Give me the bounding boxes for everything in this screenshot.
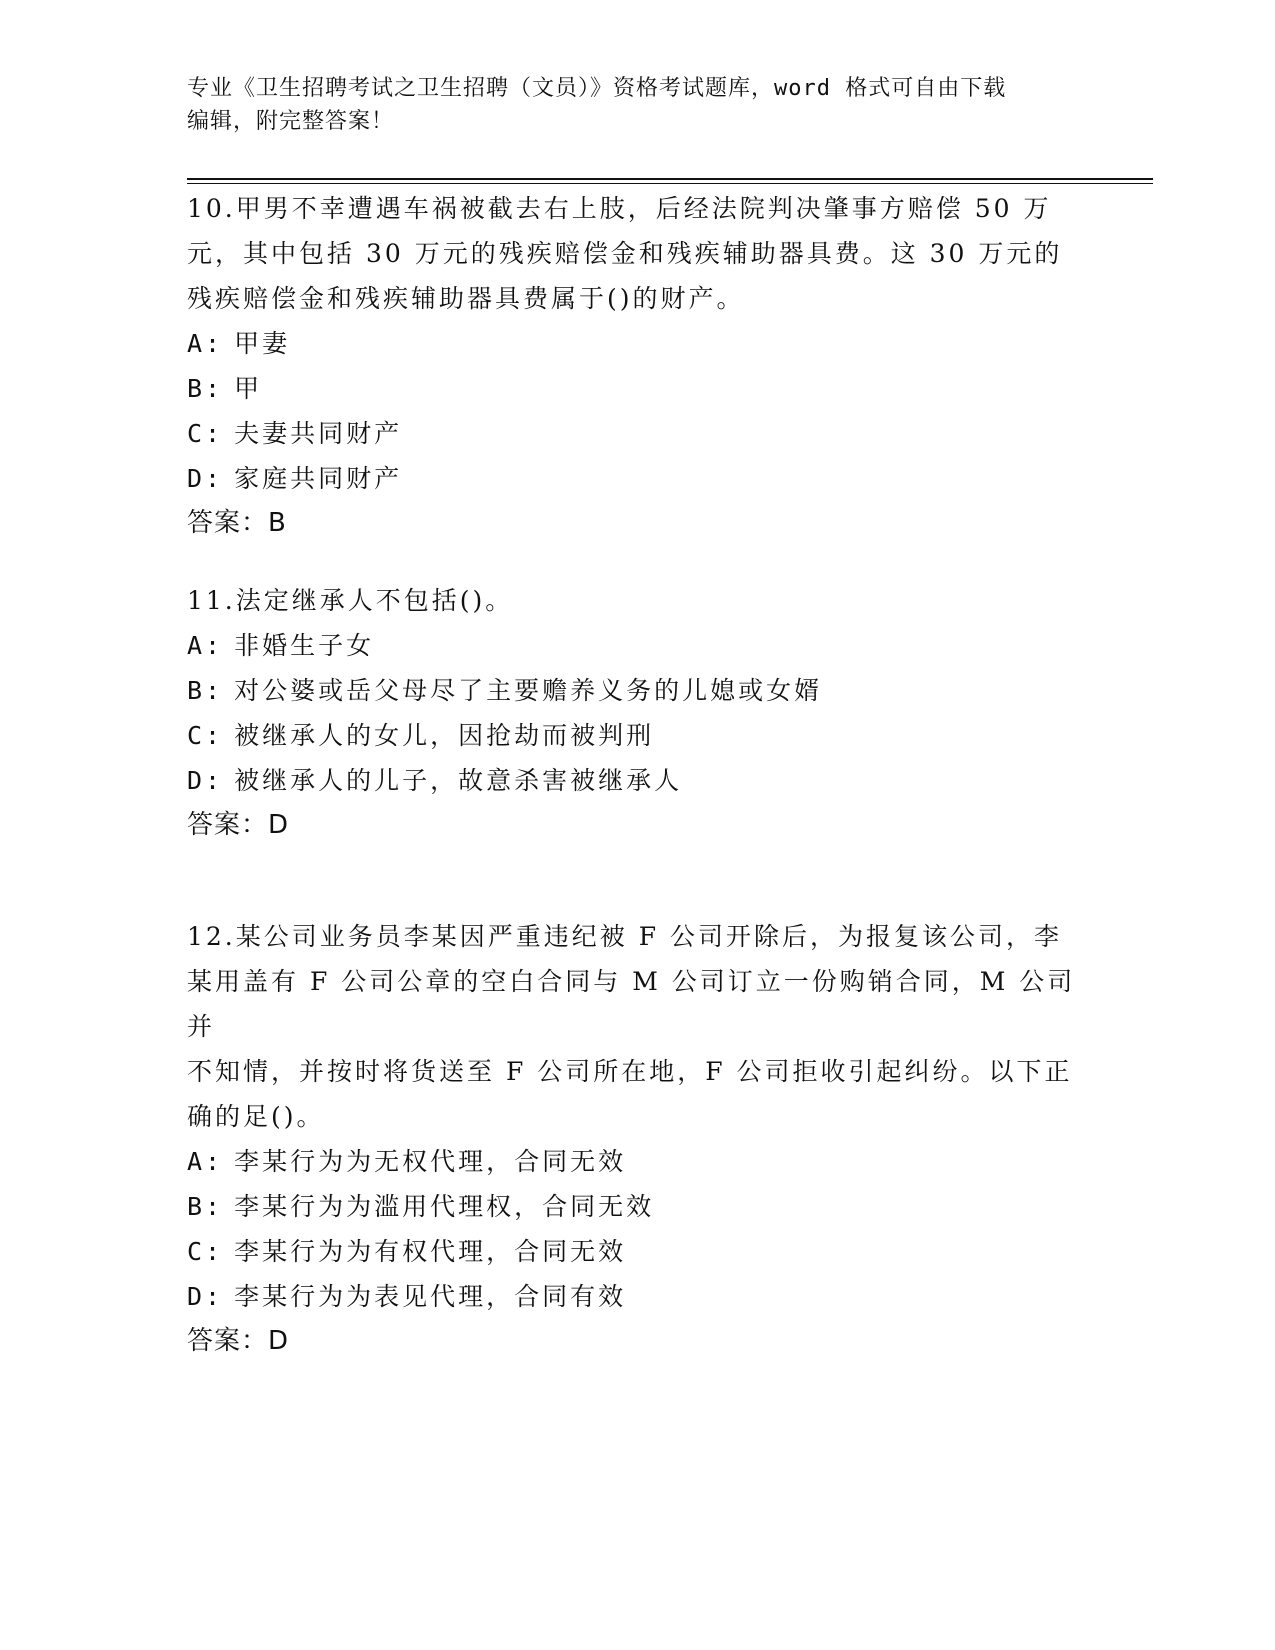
option-key: D: <box>187 766 224 795</box>
option-key: A: <box>187 329 224 358</box>
question-stem-line: 12.某公司业务员李某因严重违纪被 F 公司开除后，为报复该公司，李 <box>187 922 1063 951</box>
header-divider-thick <box>187 178 1153 180</box>
header-line-1: 专业《卫生招聘考试之卫生招聘（文员）》资格考试题库，word 格式可自由下载 <box>187 76 1007 101</box>
option-key: B: <box>187 374 224 403</box>
answer-line: 答案：D <box>187 810 290 840</box>
answer-line: 答案：D <box>187 1326 290 1356</box>
option-text: 被继承人的女儿，因抢劫而被判刑 <box>234 721 655 750</box>
question-stem-line: 某用盖有 F 公司公章的空白合同与 M 公司订立一份购销合同，M 公司并 <box>187 967 1076 1041</box>
option-text: 对公婆或岳父母尽了主要赡养义务的儿媳或女婿 <box>234 676 823 705</box>
option-b <box>187 1184 1087 1229</box>
option-text: 夫妻共同财产 <box>234 419 403 448</box>
question-stem-line: 残疾赔偿金和残疾辅助器具费属于()的财产。 <box>187 284 745 313</box>
option-a <box>187 623 1087 668</box>
option-c <box>187 1229 1087 1274</box>
option-d <box>187 758 1087 803</box>
option-key: B: <box>187 1192 224 1221</box>
option-text: 李某行为为有权代理，合同无效 <box>234 1237 627 1266</box>
question-stem-line: 10.甲男不幸遭遇车祸被截去右上肢，后经法院判决肇事方赔偿 50 万 <box>187 194 1052 223</box>
option-text: 李某行为为滥用代理权，合同无效 <box>234 1192 655 1221</box>
option-d <box>187 456 1087 501</box>
option-text: 家庭共同财产 <box>234 464 403 493</box>
document-header <box>187 72 1067 138</box>
option-a <box>187 321 1087 366</box>
option-c <box>187 713 1087 758</box>
option-key: C: <box>187 721 224 750</box>
option-b <box>187 366 1087 411</box>
question-10 <box>187 186 1087 546</box>
question-11 <box>187 578 1087 848</box>
option-text: 李某行为为无权代理，合同无效 <box>234 1147 627 1176</box>
header-divider-thin <box>187 183 1153 184</box>
option-key: D: <box>187 464 224 493</box>
option-key: C: <box>187 1237 224 1266</box>
answer-line: 答案：B <box>187 508 287 538</box>
option-text: 甲妻 <box>234 329 291 358</box>
header-line-2: 编辑，附完整答案！ <box>187 109 395 134</box>
option-text: 甲 <box>234 374 263 403</box>
option-text: 非婚生子女 <box>234 631 375 660</box>
option-key: A: <box>187 631 224 660</box>
option-b <box>187 668 1087 713</box>
option-key: A: <box>187 1147 224 1176</box>
option-text: 李某行为为表见代理，合同有效 <box>234 1282 627 1311</box>
question-stem-line: 元，其中包括 30 万元的残疾赔偿金和残疾辅助器具费。这 30 万元的 <box>187 239 1063 268</box>
question-stem-line: 不知情，并按时将货送至 F 公司所在地，F 公司拒收引起纠纷。以下正 <box>187 1057 1073 1086</box>
option-text: 被继承人的儿子，故意杀害被继承人 <box>234 766 683 795</box>
question-12 <box>187 914 1087 1364</box>
question-stem-line: 11.法定继承人不包括()。 <box>187 586 514 615</box>
option-a <box>187 1139 1087 1184</box>
option-d <box>187 1274 1087 1319</box>
option-key: B: <box>187 676 224 705</box>
option-c <box>187 411 1087 456</box>
option-key: D: <box>187 1282 224 1311</box>
question-stem-line: 确的足()。 <box>187 1102 325 1131</box>
option-key: C: <box>187 419 224 448</box>
